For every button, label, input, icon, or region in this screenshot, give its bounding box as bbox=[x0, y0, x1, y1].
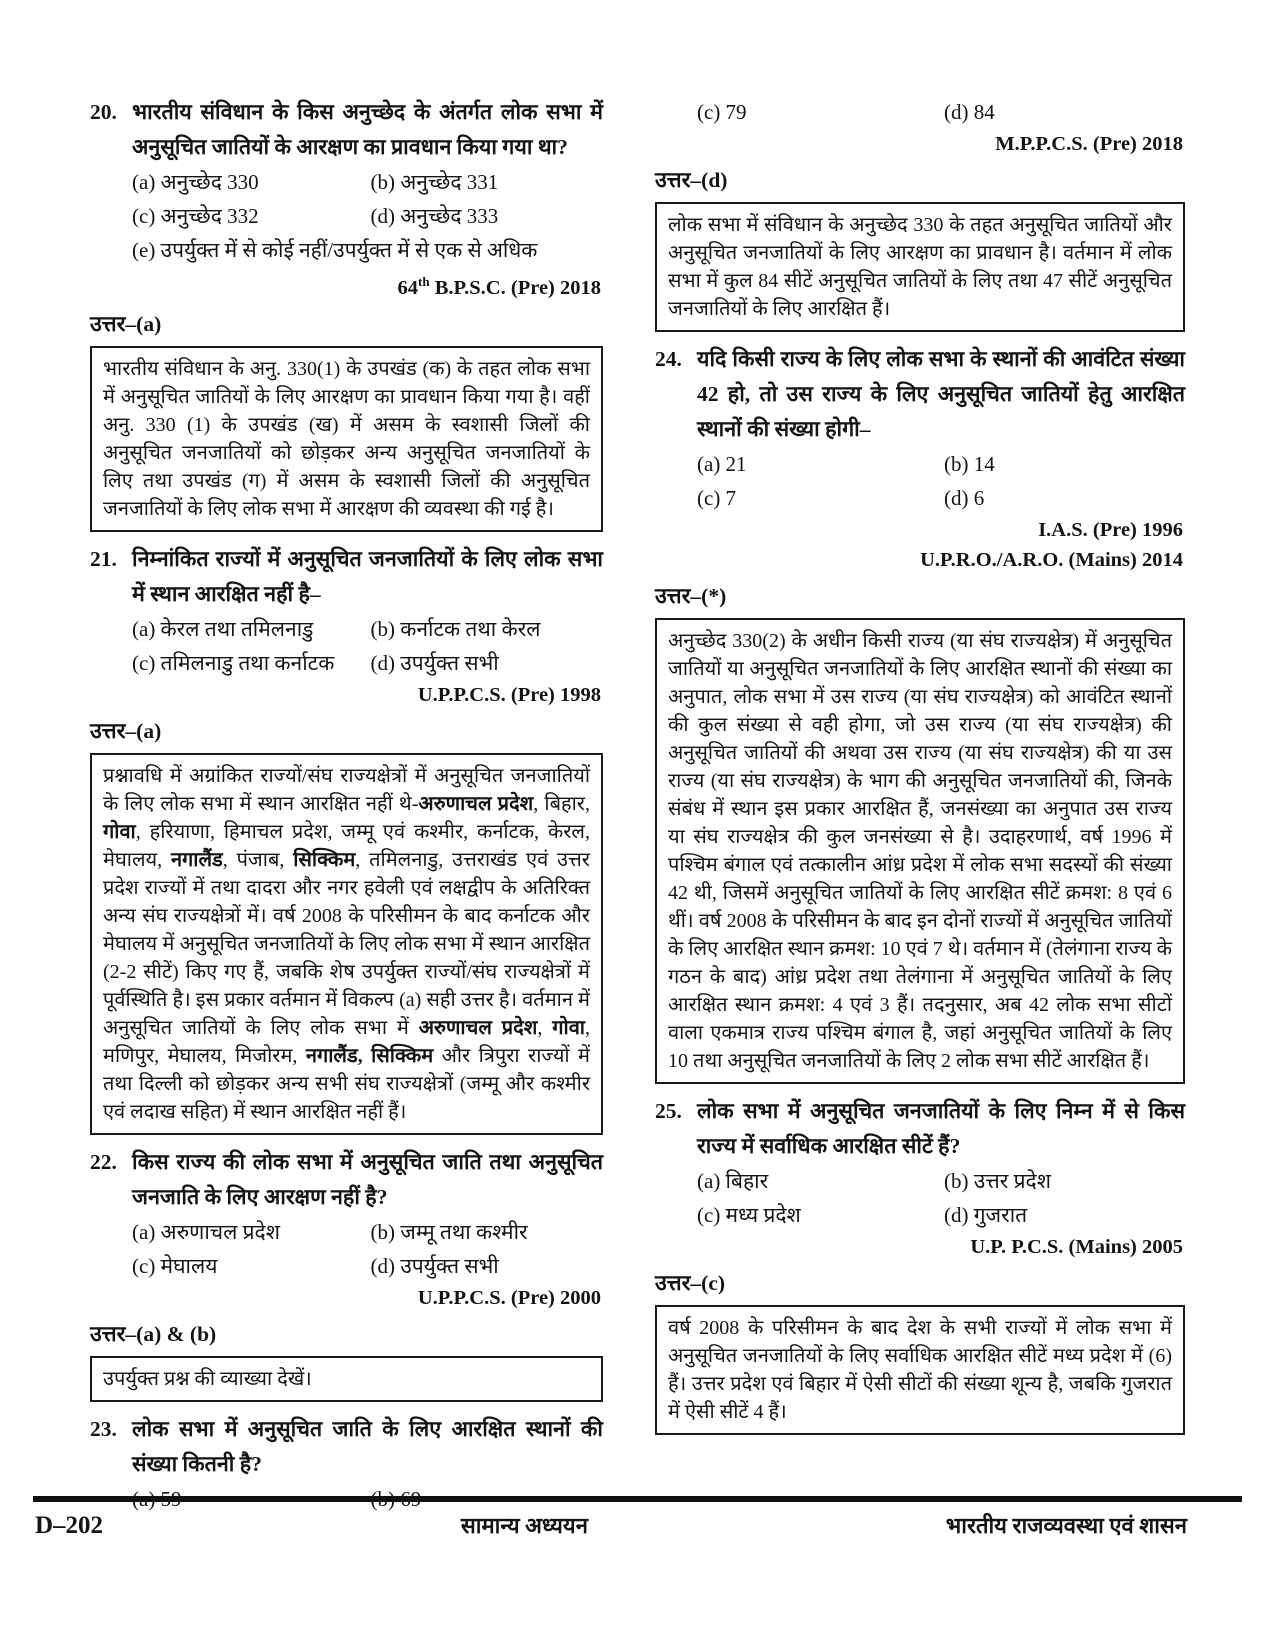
q25-number: 25. bbox=[655, 1099, 682, 1123]
q24-exam-source-2: U.P.R.O./A.R.O. (Mains) 2014 bbox=[920, 549, 1183, 571]
two-column-layout bbox=[90, 95, 1185, 1516]
q20-explanation-box: भारतीय संविधान के अनु. 330(1) के उपखंड (क) के तहत लोक सभा में अनुसूचित जातियों के लिए आरक्षण का प्रावधान किया गया है। वहीं अनु. 330 (1) के उपखंड (ख) में असम के स्वशासी जिलों की अनुसूचित जनजातियों को छोड़कर अन्य अनुसूचित जनजातियों के लिए तथा उपखंड (ग) में असम के स्वशासी जिलों की अनुसूचित जनजातियों के लिए लोक सभा में आरक्षण की व्यवस्था की गई है। bbox=[90, 346, 603, 532]
q20-exam-source: 64th B.P.S.C. (Pre) 2018 bbox=[397, 274, 601, 299]
column-left bbox=[90, 95, 603, 1516]
question-22 bbox=[90, 1145, 603, 1412]
q22-options bbox=[90, 1215, 603, 1283]
q25-option-a: (a) बिहार bbox=[697, 1169, 769, 1193]
question-20 bbox=[90, 95, 603, 542]
q23-number: 23. bbox=[90, 1416, 117, 1441]
q21-number: 21. bbox=[90, 546, 117, 571]
q22-explanation-box: उपर्युक्त प्रश्न की व्याख्या देखें। bbox=[90, 1356, 603, 1402]
q21-exam-source: U.P.P.C.S. (Pre) 1998 bbox=[417, 683, 601, 706]
column-right bbox=[655, 95, 1185, 1516]
q21-answer: उत्तर–(a) bbox=[90, 718, 162, 743]
q24-option-c: (c) 7 bbox=[697, 486, 737, 510]
q23-exam-source: M.P.P.C.S. (Pre) 2018 bbox=[995, 133, 1183, 155]
q20-option-d: (d) अनुच्छेद 333 bbox=[370, 204, 499, 228]
footer-section-title: सामान्य अध्ययन bbox=[460, 1513, 588, 1538]
q20-options bbox=[90, 165, 603, 233]
q23-answer: उत्तर–(d) bbox=[655, 168, 728, 192]
footer-chapter-title: भारतीय राजव्यवस्था एवं शासन bbox=[945, 1513, 1187, 1538]
q24-number: 24. bbox=[655, 347, 682, 371]
q22-exam-source: U.P.P.C.S. (Pre) 2000 bbox=[417, 1286, 601, 1309]
q23-option-d: (d) 84 bbox=[944, 100, 995, 124]
page-footer bbox=[33, 1510, 1242, 1540]
q21-text: निम्नांकित राज्यों में अनुसूचित जनजातियों के लिए लोक सभा में स्थान आरक्षित नहीं है– bbox=[132, 546, 603, 606]
q25-explanation-box: वर्ष 2008 के परिसीमन के बाद देश के सभी राज्यों में लोक सभा में अनुसूचित जनजातियों के लिए सर्वाधिक आरक्षित सीटें मध्य प्रदेश में (6) हैं। उत्तर प्रदेश एवं बिहार में ऐसी सीटों की संख्या शून्य है, जबकि गुजरात में ऐसी सीटें 4 हैं। bbox=[655, 1305, 1185, 1435]
q25-answer: उत्तर–(c) bbox=[655, 1271, 726, 1295]
q23-options-right bbox=[655, 95, 1185, 129]
q25-option-c: (c) मध्य प्रदेश bbox=[697, 1203, 801, 1227]
q22-answer: उत्तर–(a) & (b) bbox=[90, 1321, 217, 1346]
q24-option-a: (a) 21 bbox=[697, 452, 747, 476]
question-24 bbox=[655, 342, 1185, 1094]
footer-divider-bar bbox=[33, 1496, 1242, 1502]
q25-text: लोक सभा में अनुसूचित जनजातियों के लिए निम्न में से किस राज्य में सर्वाधिक आरक्षित सीटें हैं? bbox=[697, 1099, 1185, 1158]
q24-answer: उत्तर–(*) bbox=[655, 584, 727, 608]
q25-option-d: (d) गुजरात bbox=[944, 1203, 1028, 1227]
q22-option-c: (c) मेघालय bbox=[132, 1253, 218, 1278]
q21-option-a: (a) केरल तथा तमिलनाडु bbox=[132, 616, 314, 641]
footer-page-number: D–202 bbox=[35, 1512, 104, 1539]
q23-text: लोक सभा में अनुसूचित जाति के लिए आरक्षित स्थानों की संख्या कितनी है? bbox=[132, 1416, 603, 1476]
q20-option-a: (a) अनुच्छेद 330 bbox=[132, 170, 259, 194]
q22-option-a: (a) अरुणाचल प्रदेश bbox=[132, 1219, 280, 1244]
q22-text: किस राज्य की लोक सभा में अनुसूचित जाति तथा अनुसूचित जनजाति के लिए आरक्षण नहीं है? bbox=[132, 1149, 603, 1209]
q20-option-e: (e) उपर्युक्त में से कोई नहीं/उपर्युक्त में से एक से अधिक bbox=[132, 238, 538, 262]
q21-option-c: (c) तमिलनाडु तथा कर्नाटक bbox=[132, 650, 335, 675]
q22-option-d: (d) उपर्युक्त सभी bbox=[370, 1253, 499, 1278]
q23-option-c: (c) 79 bbox=[697, 100, 747, 124]
q24-option-b: (b) 14 bbox=[944, 452, 995, 476]
q21-option-b: (b) कर्नाटक तथा केरल bbox=[370, 616, 541, 641]
q24-option-d: (d) 6 bbox=[944, 486, 985, 510]
question-21 bbox=[90, 542, 603, 1145]
q24-exam-source-1: I.A.S. (Pre) 1996 bbox=[1038, 519, 1183, 541]
q25-options bbox=[655, 1164, 1185, 1232]
q25-exam-source: U.P. P.C.S. (Mains) 2005 bbox=[970, 1236, 1183, 1258]
q22-option-b: (b) जम्मू तथा कश्मीर bbox=[370, 1219, 528, 1244]
q24-options bbox=[655, 447, 1185, 515]
q21-explanation-box: प्रश्नावधि में अग्रांकित राज्यों/संघ राज्यक्षेत्रों में अनुसूचित जनजातियों के लिए लोक सभा में स्थान आरक्षित नहीं थे-अरुणाचल प्रदेश, बिहार, गोवा, हरियाणा, हिमाचल प्रदेश, जम्मू एवं कश्मीर, कर्नाटक, केरल, मेघालय, नगालैंड, पंजाब, सिक्किम, तमिलनाडु, उत्तराखंड एवं उत्तर प्रदेश राज्यों में तथा दादरा और नगर हवेली एवं लक्षद्वीप के अतिरिक्त अन्य संघ राज्यक्षेत्रों में। वर्ष 2008 के परिसीमन के बाद कर्नाटक और मेघालय में अनुसूचित जनजातियों के लिए लोक सभा में स्थान आरक्षित (2-2 सीटें) किए गए हैं, जबकि शेष उपर्युक्त राज्यों/संघ राज्यक्षेत्रों में पूर्वस्थिति है। इस प्रकार वर्तमान में विकल्प (a) सही उत्तर है। वर्तमान में अनुसूचित जातियों के लिए लोक सभा में अरुणाचल प्रदेश, गोवा, मणिपुर, मेघालय, मिजोरम, नगालैंड, सिक्किम और त्रिपुरा राज्यों में तथा दिल्ली को छोड़कर अन्य सभी संघ राज्यक्षेत्रों (जम्मू और कश्मीर एवं लदाख सहित) में स्थान आरक्षित नहीं हैं। bbox=[90, 753, 603, 1135]
q21-options bbox=[90, 612, 603, 680]
q23-explanation-box: लोक सभा में संविधान के अनुच्छेद 330 के तहत अनुसूचित जातियों और अनुसूचित जनजातियों के लिए आरक्षण का प्रावधान है। वर्तमान में लोक सभा में कुल 84 सीटें अनुसूचित जातियों के लिए तथा 47 सीटें अनुसूचित जनजातियों के लिए आरक्षित हैं। bbox=[655, 202, 1185, 332]
q24-explanation-box: अनुच्छेद 330(2) के अधीन किसी राज्य (या संघ राज्यक्षेत्र) में अनुसूचित जातियों या अनुसूचित जनजातियों के लिए आरक्षित स्थानों की संख्या का अनुपात, लोक सभा में उस राज्य (या संघ राज्यक्षेत्र) को आवंटित स्थानों की कुल संख्या से वही होगा, जो उस राज्य (या संघ राज्यक्षेत्र) की अनुसूचित जातियों की अथवा उस राज्य (या संघ राज्यक्षेत्र) की या उस राज्य (या संघ राज्यक्षेत्र) के भाग की अनुसूचित जनजातियों की, जिनके संबंध में स्थान इस प्रकार आरक्षित हैं, जनसंख्या का अनुपात उस राज्य या संघ राज्यक्षेत्र की कुल जनसंख्या से है। उदाहरणार्थ, वर्ष 1996 में पश्चिम बंगाल एवं तत्कालीन आंध्र प्रदेश में लोक सभा सदस्यों की संख्या 42 थी, जिसमें अनुसूचित जातियों के लिए आरक्षित सीटें क्रमश: 8 एवं 6 थीं। वर्ष 2008 के परिसीमन के बाद इन दोनों राज्यों में अनुसूचित जातियों के लिए आरक्षित स्थान क्रमश: 10 एवं 7 थे। वर्तमान में (तेलंगाना राज्य के गठन के बाद) आंध्र प्रदेश तथा तेलंगाना में अनुसूचित जातियों के लिए आरक्षित स्थान क्रमश: 4 एवं 3 हैं। तदनुसार, अब 42 लोक सभा सीटों वाला एकमात्र राज्य पश्चिम बंगाल है, जहां अनुसूचित जातियों के लिए 10 तथा अनुसूचित जनजातियों के लिए 2 लोक सभा सीटें आरक्षित हैं। bbox=[655, 618, 1185, 1084]
q20-text: भारतीय संविधान के किस अनुच्छेद के अंतर्गत लोक सभा में अनुसूचित जातियों के आरक्षण का प्रावधान किया गया था? bbox=[132, 100, 603, 159]
q24-text: यदि किसी राज्य के लिए लोक सभा के स्थानों की आवंटित संख्या 42 हो, तो उस राज्य के लिए अनुसूचित जातियों हेतु आरक्षित स्थानों की संख्या होगी– bbox=[697, 347, 1185, 441]
question-25 bbox=[655, 1094, 1185, 1445]
q22-number: 22. bbox=[90, 1149, 117, 1174]
q25-option-b: (b) उत्तर प्रदेश bbox=[944, 1169, 1051, 1193]
q20-answer: उत्तर–(a) bbox=[90, 311, 162, 336]
q20-number: 20. bbox=[90, 100, 117, 124]
q20-option-b: (b) अनुच्छेद 331 bbox=[370, 170, 499, 194]
q20-option-c: (c) अनुच्छेद 332 bbox=[132, 204, 259, 228]
q21-option-d: (d) उपर्युक्त सभी bbox=[370, 650, 499, 675]
question-23-continued bbox=[655, 95, 1185, 342]
